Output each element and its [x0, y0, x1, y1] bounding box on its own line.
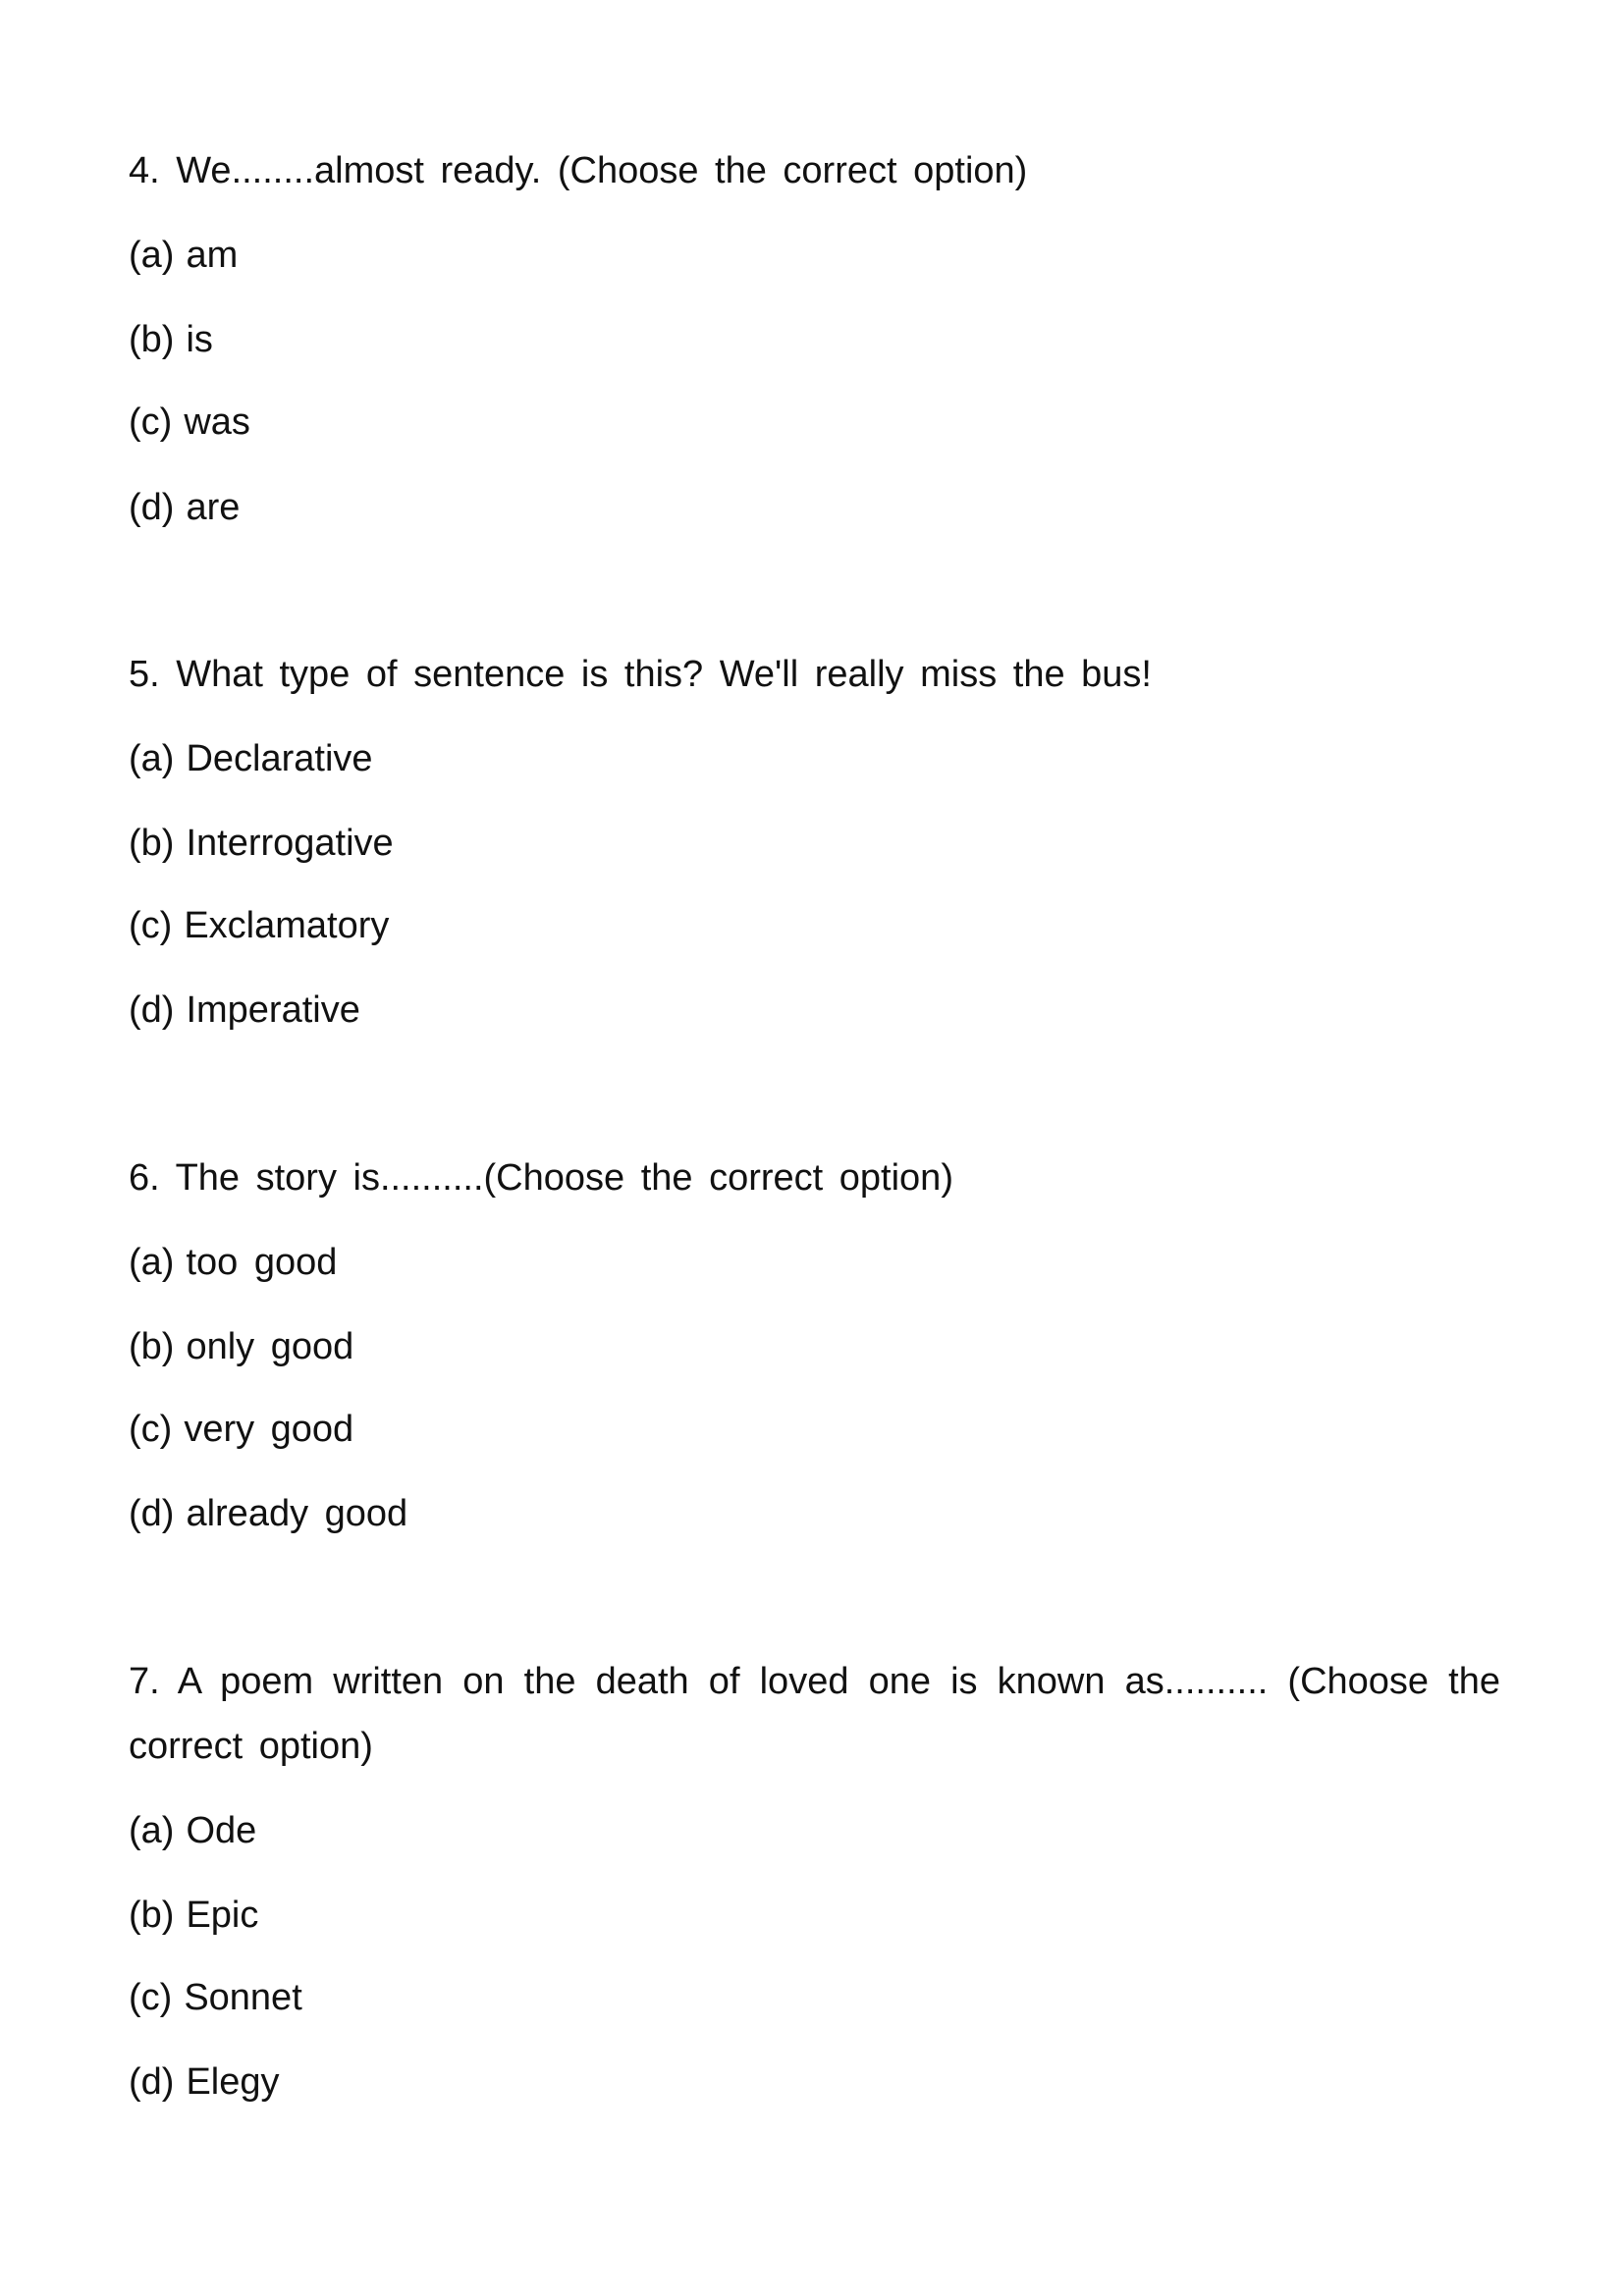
option-d: (d) are	[129, 487, 241, 528]
option-b: (b) Interrogative	[129, 823, 394, 864]
option-c: (c) Sonnet	[129, 1977, 302, 2018]
option-b: (b) only good	[129, 1326, 354, 1367]
question-text: 5. What type of sentence is this? We'll really miss the bus!	[129, 654, 1152, 695]
question-text: 4. We........almost ready. (Choose the correct option)	[129, 150, 1028, 191]
option-c: (c) very good	[129, 1409, 354, 1450]
option-b: (b) is	[129, 319, 213, 360]
option-b: (b) Epic	[129, 1895, 259, 1936]
option-c: (c) was	[129, 401, 250, 443]
option-d: (d) Imperative	[129, 989, 360, 1031]
option-a: (a) am	[129, 235, 239, 276]
question-text: 7. A poem written on the death of loved one is known as.......... (Choose the correct option)	[129, 1661, 1500, 1767]
option-c: (c) Exclamatory	[129, 905, 390, 946]
option-a: (a) Declarative	[129, 738, 373, 779]
option-d: (d) Elegy	[129, 2061, 280, 2103]
option-a: (a) too good	[129, 1242, 338, 1283]
question-text: 6. The story is..........(Choose the correct option)	[129, 1157, 953, 1199]
option-a: (a) Ode	[129, 1810, 257, 1851]
option-d: (d) already good	[129, 1493, 408, 1534]
